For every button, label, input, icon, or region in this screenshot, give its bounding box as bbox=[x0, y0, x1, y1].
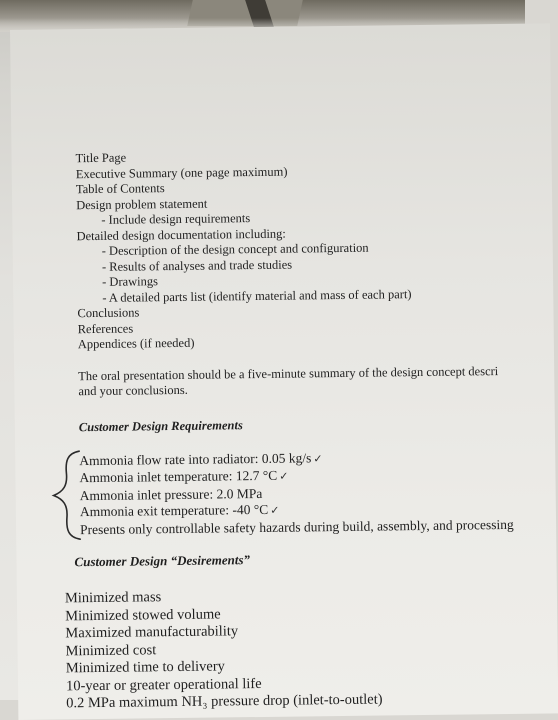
outline-item: Appendices (if needed) bbox=[77, 335, 195, 352]
outline-item: Executive Summary (one page maximum) bbox=[75, 164, 288, 181]
desirement-item: 10-year or greater operational life bbox=[65, 675, 262, 694]
desirement-item: Minimized cost bbox=[65, 641, 157, 659]
outline-item: - Include design requirements bbox=[101, 211, 251, 227]
desirement-item: 0.2 MPa maximum NH₃ pressure drop (inlet-to-outlet) bbox=[66, 691, 383, 712]
requirements-items bbox=[79, 447, 550, 538]
oral-presentation-paragraph bbox=[78, 363, 548, 400]
outline-item: Detailed design documentation including: bbox=[76, 226, 286, 243]
check-mark-icon: ✓ bbox=[313, 452, 323, 465]
page-content bbox=[64, 145, 552, 712]
check-mark-icon: ✓ bbox=[279, 470, 289, 483]
outline-item: - Description of the design concept and configuration bbox=[101, 240, 369, 258]
desirement-item: Minimized mass bbox=[64, 589, 162, 607]
outline-item: Design problem statement bbox=[76, 196, 208, 212]
desirement-item: Maximized manufacturability bbox=[65, 623, 239, 642]
requirement-text: Ammonia inlet temperature: 12.7 °C bbox=[79, 467, 278, 486]
report-outline bbox=[75, 145, 547, 352]
outline-item: - Results of analyses and trade studies bbox=[101, 257, 293, 274]
requirement-text: Ammonia flow rate into radiator: 0.05 kg/s bbox=[79, 449, 312, 468]
requirement-text: Ammonia exit temperature: -40 °C bbox=[79, 501, 269, 520]
paper-page bbox=[10, 23, 558, 720]
outline-item: Conclusions bbox=[77, 305, 140, 321]
desirements-heading: Customer Design “Desirements” bbox=[74, 552, 251, 570]
desirement-item: Minimized time to delivery bbox=[65, 658, 225, 677]
requirements-heading: Customer Design Requirements bbox=[78, 417, 243, 434]
oral-line-1: The oral presentation should be a five-minute summary of the design concept descri bbox=[78, 363, 499, 383]
desirements-list bbox=[65, 584, 552, 712]
outline-item: - Drawings bbox=[101, 274, 159, 289]
requirement-text: Presents only controllable safety hazards during build, assembly, and processing bbox=[80, 516, 514, 537]
requirements-list bbox=[79, 447, 550, 538]
requirement-text: Ammonia inlet pressure: 2.0 MPa bbox=[79, 485, 263, 503]
outline-item: Table of Contents bbox=[75, 181, 165, 197]
desirement-item: Minimized stowed volume bbox=[65, 605, 221, 624]
check-mark-icon: ✓ bbox=[270, 504, 280, 517]
handwritten-brace bbox=[49, 449, 84, 541]
outline-item: - A detailed parts list (identify material and mass of each part) bbox=[102, 286, 412, 305]
outline-item: Title Page bbox=[75, 150, 127, 166]
oral-line-2: and your conclusions. bbox=[78, 382, 188, 399]
outline-item: References bbox=[77, 321, 134, 336]
